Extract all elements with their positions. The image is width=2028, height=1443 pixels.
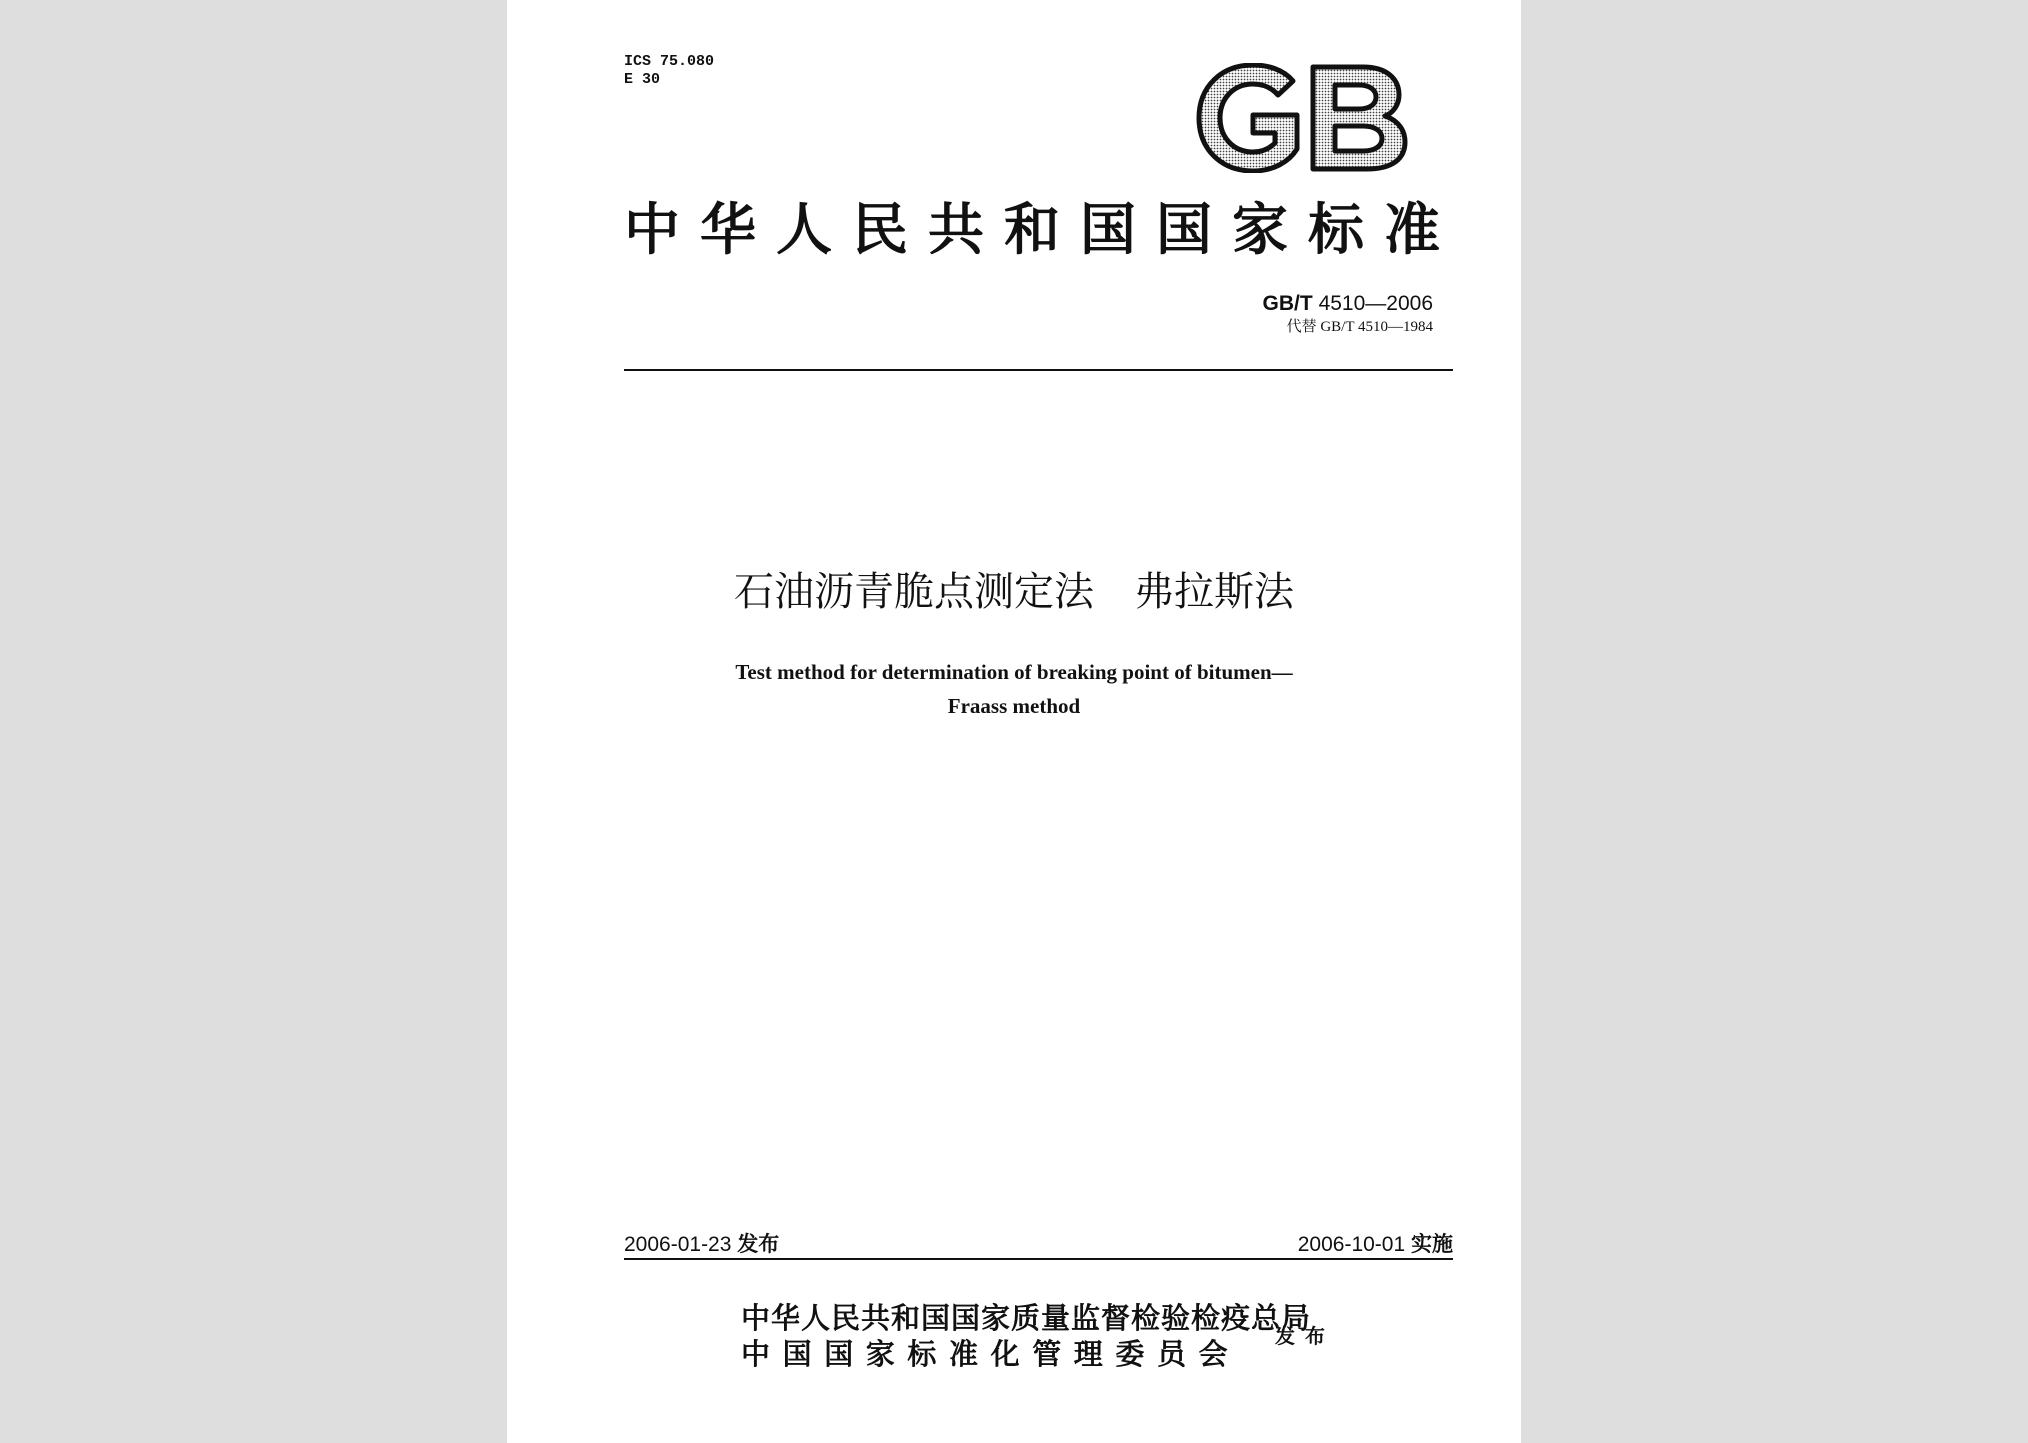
effective-date: [1298, 1232, 1453, 1258]
effective-date-value: 2006-10-01: [1297, 1233, 1406, 1256]
classification-codes: [624, 53, 714, 89]
publish-label: 发布: [1275, 1324, 1335, 1348]
ccs-code: E 30: [624, 71, 661, 88]
document-title-en-line2: Fraass method: [947, 694, 1081, 718]
national-standard-title: 中华人民共和国国家标准: [624, 197, 1460, 263]
standard-number-prefix: GB/T: [1262, 292, 1313, 315]
issuing-organizations: [741, 1300, 1311, 1372]
standard-number: [1263, 292, 1433, 316]
gb-logo-icon: [1195, 63, 1411, 173]
replaced-standard: 代替 GB/T 4510—1984: [1286, 319, 1433, 335]
top-divider: [624, 369, 1453, 371]
issue-date-value: 2006-01-23: [624, 1233, 732, 1256]
bottom-divider: [624, 1258, 1453, 1260]
document-page: [507, 0, 1521, 1443]
standard-number-value: 4510—2006: [1318, 292, 1433, 315]
document-title-en: [507, 655, 1521, 723]
document-title-en-line1: Test method for determination of breaking point of bitumen—: [735, 660, 1293, 684]
issue-date-label: 发布: [737, 1233, 780, 1256]
issuer-aqsiq: 中华人民共和国国家质量监督检验检疫总局: [741, 1301, 1312, 1335]
document-title-cn: 石油沥青脆点测定法 弗拉斯法: [734, 569, 1294, 615]
effective-date-label: 实施: [1411, 1233, 1453, 1256]
issue-date: [624, 1232, 779, 1258]
ics-code: ICS 75.080: [624, 53, 715, 70]
issuer-sac: 中国国家标准化管理委员会: [741, 1337, 1241, 1371]
